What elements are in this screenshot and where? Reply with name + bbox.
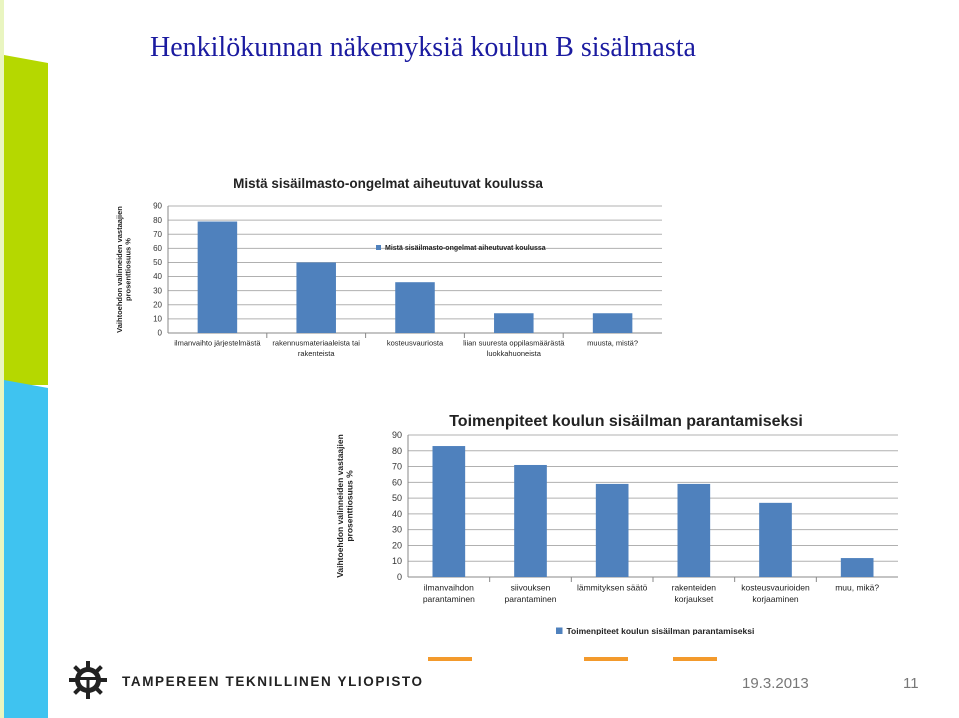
bar [494,313,534,333]
orange-accent-bar [673,657,717,661]
bar [198,222,238,333]
y-tick-label: 60 [391,477,402,488]
x-category-label: muusta, mistä? [587,338,639,348]
legend-label: Mistä sisäilmasto-ongelmat aiheutuvat koulussa [385,245,546,252]
bar [759,503,792,577]
chart-title: Toimenpiteet koulun sisäilman parantamiseksi [449,413,803,430]
y-tick-label: 80 [391,445,402,456]
x-category-label: lämmityksen säätö [576,582,648,593]
y-tick-label: 30 [391,524,402,535]
chart-measures [330,400,905,635]
y-tick-label: 10 [153,314,162,324]
left-blue-stripe [4,380,48,718]
orange-accent-bar [428,657,472,661]
legend-label: Toimenpiteet koulun sisäilman parantamiseksi [566,626,755,635]
bar [296,262,336,333]
y-tick-label: 50 [391,493,402,504]
bar [678,484,711,577]
x-category-label: parantaminen [422,594,475,604]
x-category-label: rakenteista [297,349,335,358]
legend-swatch [556,628,563,635]
slide-title: Henkilökunnan näkemyksiä koulun B sisälmasta [150,32,696,63]
y-tick-label: 0 [157,328,162,338]
x-category-label: siivouksen [510,582,551,593]
x-category-label: ilmanvaihto järjestelmästä [174,338,261,348]
y-tick-label: 40 [153,272,162,282]
institution-name: TAMPEREEN TEKNILLINEN YLIOPISTO [122,674,424,689]
y-tick-label: 40 [391,508,402,519]
y-tick-label: 20 [391,540,402,551]
x-category-label: korjaukset [674,594,714,604]
y-axis-label: Vaihtoehdon valinneiden vastaajienprosenttiosuus % [115,206,133,333]
slide-date: 19.3.2013 [742,675,809,692]
bar [593,313,633,333]
university-logo-icon [68,660,108,700]
y-tick-label: 20 [153,300,162,310]
y-tick-label: 70 [153,229,162,239]
x-category-label: kosteusvaurioiden [741,582,810,593]
left-accent-line [0,0,4,718]
y-tick-label: 0 [396,572,402,582]
x-category-label: liian suuresta oppilasmäärästä [463,338,565,348]
x-category-label: korjaaminen [752,594,799,604]
chart-title: Mistä sisäilmasto-ongelmat aiheutuvat koulussa [233,176,543,191]
y-tick-label: 10 [391,556,402,567]
bar [596,484,629,577]
orange-accent-bar [584,657,628,661]
y-tick-label: 50 [153,258,162,268]
y-tick-label: 60 [153,244,162,253]
bar [514,465,547,577]
left-green-stripe [4,55,48,385]
chart-causes [110,166,670,376]
x-category-label: kosteusvauriosta [386,338,444,348]
page-number: 11 [903,675,919,692]
y-tick-label: 70 [391,461,402,472]
legend-swatch [376,245,381,250]
y-tick-label: 80 [153,215,162,225]
y-axis-label: Vaihtoehdon valinneiden vastaajienprosenttiosuus % [335,434,355,578]
y-tick-label: 30 [153,286,162,296]
x-category-label: luokkahuoneista [486,349,541,358]
bar [433,446,466,577]
x-category-label: ilmanvaihdon [423,582,474,593]
chart-causes-svg [110,166,670,376]
x-category-label: parantaminen [504,594,557,604]
chart-measures-svg [330,400,905,635]
x-category-label: rakennusmateriaaleista tai [272,338,360,348]
y-tick-label: 90 [391,430,402,440]
y-tick-label: 90 [153,201,162,211]
bar [395,282,435,333]
bar [841,558,874,577]
x-category-label: muu, mikä? [835,582,880,593]
x-category-label: rakenteiden [671,582,717,593]
